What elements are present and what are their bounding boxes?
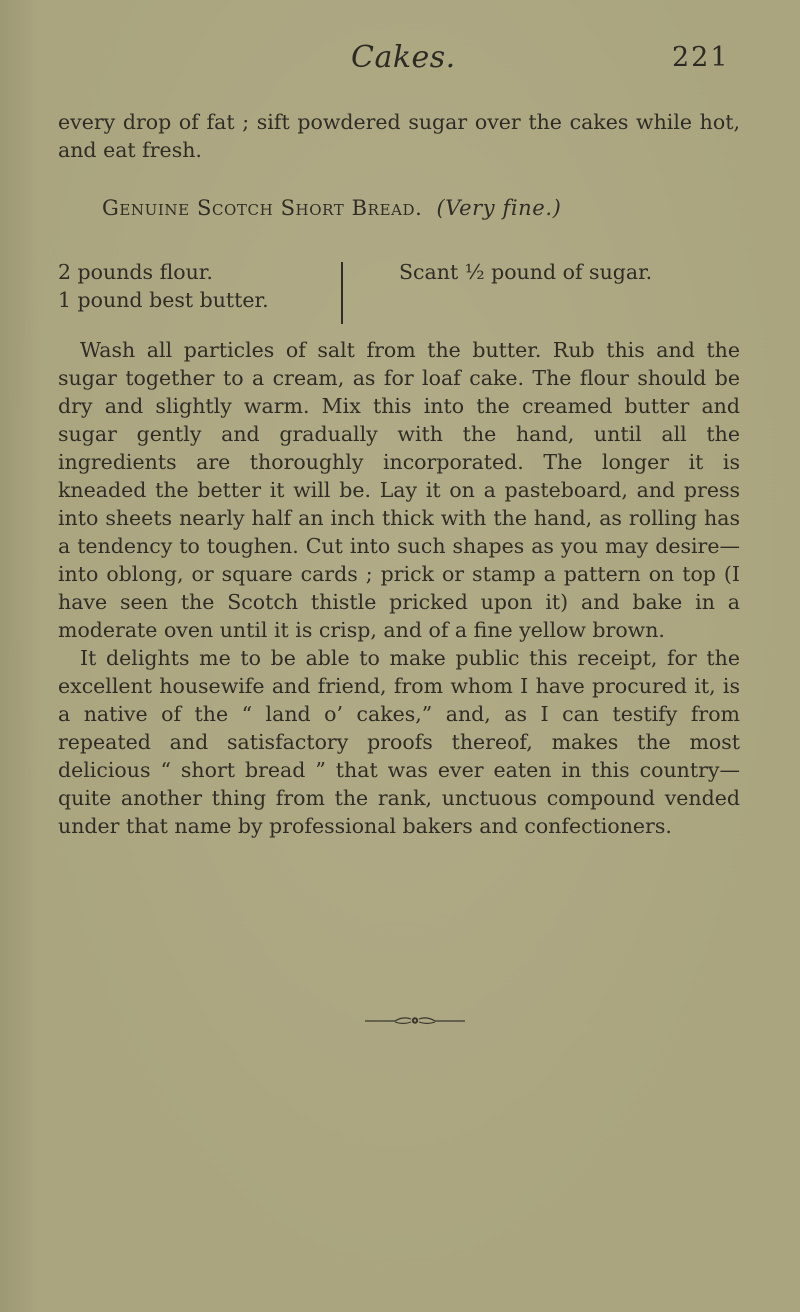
- ingredients-list: [58, 258, 740, 320]
- ingredients-divider: [341, 262, 343, 324]
- recipe-title-note: (Very fine.): [436, 196, 562, 220]
- ingredient-item: 2 pounds flour.: [58, 260, 213, 284]
- ingredient-item: Scant ½ pound of sugar.: [399, 260, 653, 284]
- ingredients-left-column: [58, 258, 308, 314]
- opening-paragraph: every drop of fat ; sift powdered sugar over the cakes while hot, and eat fresh.: [58, 110, 740, 162]
- recipe-paragraph: It delights me to be able to make public this receipt, for the excellent housewife and friend, from whom I have procured it, is a native of the “ land o’ cakes,” and, as I can testify from repeated and satisfactory proofs thereof, makes the most delicious “ short bread ” that was ever eaten in this country—quite another thing from the rank, unctuous compound vended under that name by professional bakers and confectioners.: [58, 646, 740, 838]
- page-number: 221: [672, 42, 730, 73]
- running-head: Cakes.: [351, 40, 456, 75]
- recipe-paragraph: Wash all particles of salt from the butter. Rub this and the sugar together to a cream, as for loaf cake. The flour should be dry and slightly warm. Mix this into the creamed butter and sugar gently and gradually with the hand, until all the ingredients are thoroughly incorporated. The longer it is kneaded the better it will be. Lay it on a pasteboard, and press into sheets nearly half an inch thick with the hand, as rolling has a tendency to toughen. Cut into such shapes as you may desire—into oblong, or square cards ; prick or stamp a pattern on top (I have seen the Scotch thistle pricked upon it) and bake in a moderate oven until it is crisp, and of a fine yellow brown.: [58, 338, 740, 642]
- page-header: [0, 40, 800, 80]
- recipe-body: [58, 336, 740, 840]
- recipe-title: [102, 196, 561, 220]
- recipe-title-text: Genuine Scotch Short Bread.: [102, 196, 423, 220]
- tailpiece-ornament-icon: [365, 1010, 465, 1030]
- ingredients-right-column: [399, 258, 652, 286]
- ingredient-item: 1 pound best butter.: [58, 288, 269, 312]
